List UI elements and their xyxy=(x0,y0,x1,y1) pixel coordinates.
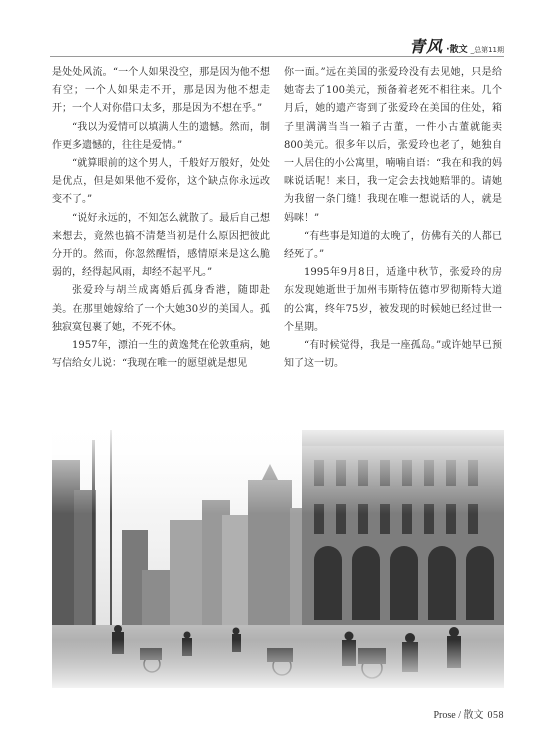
paragraph: “有时候觉得，我是一座孤岛。”或许她早已预知了这一切。 xyxy=(284,340,502,370)
historic-street-photo xyxy=(52,420,504,688)
magazine-logo: 青风 xyxy=(409,37,444,56)
footer-section-label: Prose / 散文 xyxy=(433,710,484,721)
issue-number: _总第11期 xyxy=(470,46,504,54)
paragraph: “说好永远的，不知怎么就散了。最后自己想来想去，竟然也搞不清楚当初是什么原因把彼此分开的。然而，你忽然醒悟，感情原来是这么脆弱的，经得起风雨，却经不起平凡。” xyxy=(52,212,270,279)
paragraph: “就算眼前的这个男人，千般好万般好，处处是优点，但是如果他不爱你，这个缺点你永远改变不了。” xyxy=(52,158,270,206)
paragraph: 1957年，漂泊一生的黄逸梵在伦敦重病，她写信给女儿说：“我现在唯一的愿望就是想见 xyxy=(52,340,270,370)
paragraph: “我以为爱情可以填满人生的遗憾。然而，制作更多遗憾的，往往是爱情。” xyxy=(52,121,270,151)
paragraph: “有些事是知道的太晚了，仿佛有关的人都已经死了。” xyxy=(284,230,502,261)
paragraph: 是处处风流。“一个人如果没空，那是因为他不想有空；一个人如果走不开，那是因为他不想走开；一个人对你借口太多，那是因为不想在乎。” xyxy=(52,67,270,115)
page-number: 058 xyxy=(487,710,504,721)
section-label: ·散文 xyxy=(446,45,468,55)
paragraph: 1995年9月8日，适逢中秋节，张爱玲的房东发现她逝世于加州韦斯特伍德市罗彻斯特大道的公寓，终年75岁，被发现的时候她已经过世一个星期。 xyxy=(284,267,502,333)
page-header xyxy=(409,34,504,57)
paragraph: 张爱玲与胡兰成离婚后孤身香港，随即赴美。在那里她嫁给了一个大她30岁的美国人。孤独寂寞包裹了她，不死不休。 xyxy=(52,285,270,333)
paragraph: 你一面。”远在美国的张爱玲没有去见她，只是给她寄去了100美元，预备着老死不相往来。几个月后，她的遗产寄到了张爱玲在美国的住处，箱子里满满当当一箱子古董，一件小古董就能卖800美元。很多年以后，张爱玲也老了，她独自一人居住的小公寓里，喃喃自语：“我在和我的妈咪说话呢！来日，我一定会去找她赔罪的。请她为我留一条门缝！我现在唯一想说话的人，就是妈咪！” xyxy=(284,67,502,224)
header-rule xyxy=(50,56,504,57)
right-text-column xyxy=(284,64,502,373)
left-text-column xyxy=(52,64,270,373)
page-footer xyxy=(434,706,505,721)
